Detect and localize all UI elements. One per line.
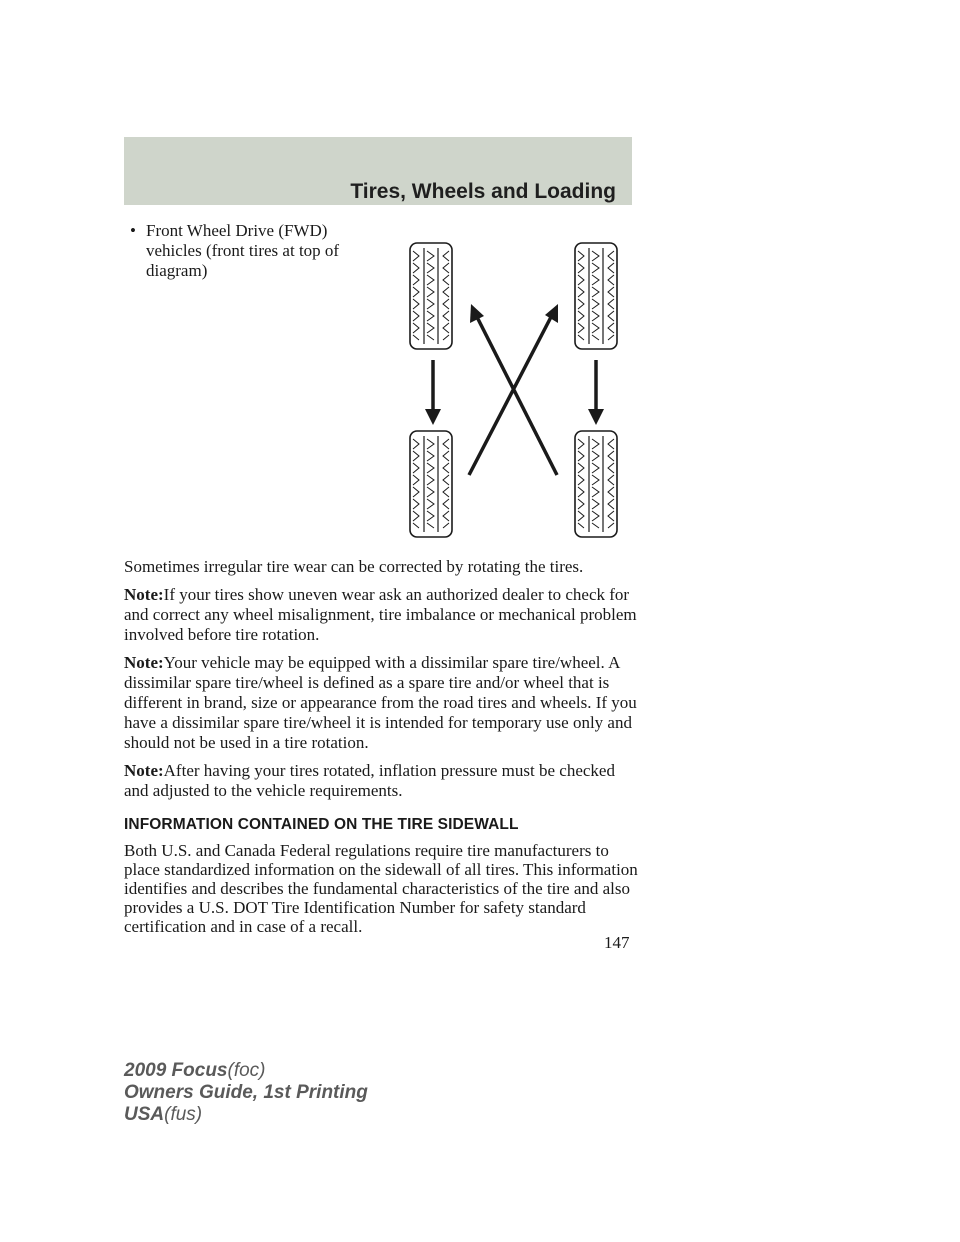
note-paragraph <box>124 653 640 753</box>
tire-icon <box>575 431 617 537</box>
tire-icon <box>575 243 617 349</box>
footer <box>124 1060 368 1126</box>
footer-model: 2009 Focus <box>124 1060 228 1081</box>
footer-code: (fus) <box>164 1104 203 1125</box>
bullet-dot: • <box>130 221 136 240</box>
page-number: 147 <box>604 933 630 952</box>
note-label: Note: <box>124 653 164 672</box>
section-heading: INFORMATION CONTAINED ON THE TIRE SIDEWALL <box>124 816 519 833</box>
tire-icon <box>410 431 452 537</box>
arrow-icon <box>588 360 604 425</box>
footer-region: USA <box>124 1104 165 1125</box>
tire-rotation-diagram <box>395 235 635 545</box>
footer-code: (foc) <box>227 1060 266 1081</box>
intro-paragraph: Sometimes irregular tire wear can be corrected by rotating the tires. <box>124 557 584 576</box>
arrow-icon <box>425 360 441 425</box>
note-text: If your tires show uneven wear ask an authorized dealer to check for and correct any wheel misalignment, tire imbalance or mechanical problem involved before tire rotation. <box>124 585 637 644</box>
footer-line <box>124 1104 368 1126</box>
page-header <box>124 137 632 205</box>
footer-line: Owners Guide, 1st Printing <box>124 1082 368 1103</box>
bullet-text: Front Wheel Drive (FWD) vehicles (front tires at top of diagram) <box>146 221 340 280</box>
sidewall-paragraph: Both U.S. and Canada Federal regulations require tire manufacturers to place standardized information on the sidewall of all tires. This information identifies and describes the fundamental characteristics of the tire and also provides a U.S. DOT Tire Identification Number for safety standard certification and in case of a recall. <box>124 841 638 936</box>
tire-icon <box>410 243 452 349</box>
note-text: After having your tires rotated, inflation pressure must be checked and adjusted to the vehicle requirements. <box>124 761 615 800</box>
body-text <box>124 557 640 944</box>
note-paragraph <box>124 585 640 645</box>
note-text: Your vehicle may be equipped with a dissimilar spare tire/wheel. A dissimilar spare tire/wheel is defined as a spare tire and/or wheel that is different in brand, size or appearance from the road tires and wheels. If you have a dissimilar spare tire/wheel it is intended for temporary use only and should not be used in a tire rotation. <box>124 653 637 752</box>
note-label: Note: <box>124 761 164 780</box>
note-label: Note: <box>124 585 164 604</box>
section-title: Tires, Wheels and Loading <box>350 180 616 203</box>
note-paragraph <box>124 761 640 801</box>
footer-line <box>124 1060 368 1082</box>
